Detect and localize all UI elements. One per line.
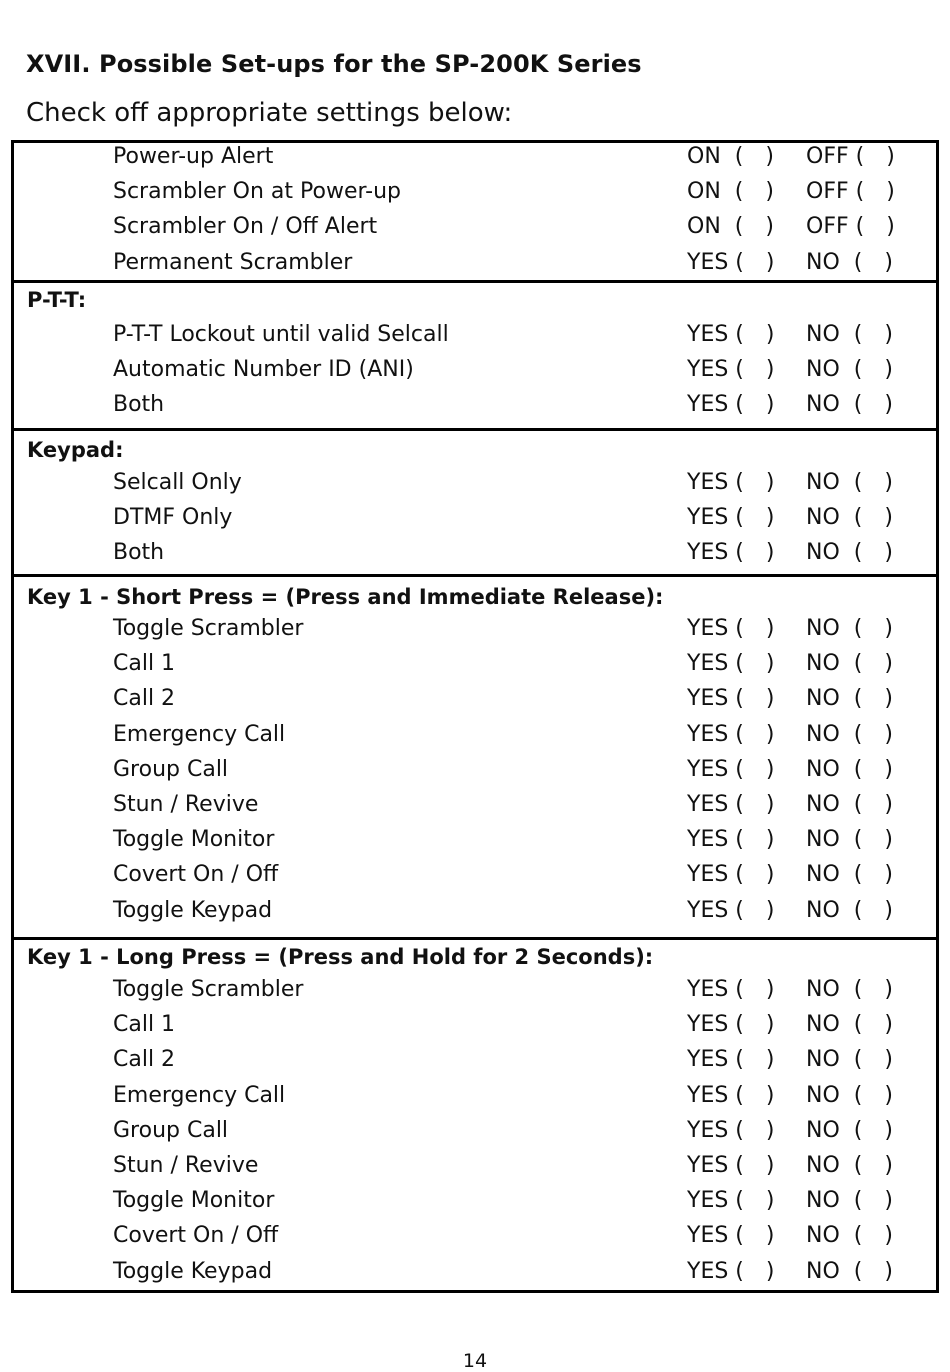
checkbox-parentheses: (: [728, 1188, 744, 1214]
setting-label: Covert On / Off: [113, 862, 279, 888]
checkbox-parentheses: (: [728, 540, 744, 566]
setting-label: Permanent Scrambler: [113, 249, 353, 275]
option-label: ON: [687, 144, 721, 169]
option-no-checkbox[interactable]: NO ( ): [806, 357, 893, 383]
option-yes-checkbox[interactable]: YES ( ): [687, 1258, 775, 1284]
setting-row: [14, 977, 936, 1012]
option-label: YES: [687, 897, 729, 923]
option-label: YES: [687, 1082, 729, 1108]
checkbox-parentheses: (: [728, 977, 744, 1002]
option-label: YES: [687, 1153, 729, 1178]
settings-section: [14, 937, 936, 1290]
checkbox-parentheses: (: [839, 1188, 863, 1214]
settings-section: [14, 143, 936, 280]
option-yes-checkbox[interactable]: YES ( ): [687, 686, 775, 712]
checkbox-parentheses: (: [839, 651, 863, 677]
option-label: ON: [687, 214, 721, 240]
option-no-checkbox[interactable]: NO ( ): [806, 977, 893, 1002]
option-yes-checkbox[interactable]: YES ( ): [687, 1082, 775, 1108]
option-yes-checkbox[interactable]: YES ( ): [687, 1012, 775, 1038]
option-label: NO: [806, 505, 840, 531]
setting-label: Emergency Call: [113, 721, 286, 747]
checkbox-parentheses: (: [720, 179, 744, 205]
option-no-checkbox[interactable]: OFF ( ): [806, 214, 895, 240]
option-no-checkbox[interactable]: NO ( ): [806, 1153, 893, 1178]
section-heading: P-T-T:: [27, 288, 87, 312]
checkbox-parentheses: (: [728, 1153, 744, 1178]
setting-row: [14, 179, 936, 214]
checkbox-parentheses: (: [839, 1258, 863, 1284]
setting-row: [14, 1083, 936, 1118]
setting-label: Stun / Revive: [113, 1153, 259, 1178]
option-label: YES: [687, 322, 729, 347]
checkbox-parentheses: (: [848, 214, 865, 240]
checkbox-parentheses: (: [839, 249, 863, 275]
option-label: NO: [806, 977, 840, 1002]
instructions: Check off appropriate settings below:: [26, 98, 513, 128]
option-label: NO: [806, 686, 840, 712]
page-number: 14: [462, 1350, 488, 1372]
option-no-checkbox[interactable]: NO ( ): [806, 1117, 893, 1143]
setting-row: [14, 722, 936, 757]
option-yes-checkbox[interactable]: YES ( ): [687, 1047, 775, 1073]
option-label: YES: [687, 1258, 729, 1284]
option-label: NO: [806, 616, 840, 641]
checkbox-parentheses: (: [839, 897, 863, 923]
option-label: NO: [806, 1188, 840, 1214]
option-label: YES: [687, 540, 729, 566]
option-no-checkbox[interactable]: NO ( ): [806, 249, 893, 275]
option-no-checkbox[interactable]: NO ( ): [806, 1258, 893, 1284]
setting-label: Call 2: [113, 686, 176, 712]
option-label: NO: [806, 897, 840, 923]
option-no-checkbox[interactable]: NO ( ): [806, 756, 893, 782]
checkbox-parentheses: (: [728, 1082, 744, 1108]
checkbox-parentheses: (: [839, 862, 863, 888]
option-label: NO: [806, 470, 840, 495]
option-label: NO: [806, 862, 840, 888]
option-yes-checkbox[interactable]: YES ( ): [687, 721, 775, 747]
checkbox-parentheses: (: [728, 1047, 744, 1073]
option-no-checkbox[interactable]: NO ( ): [806, 792, 893, 817]
section-heading: Key 1 - Short Press = (Press and Immediate Release):: [27, 585, 664, 609]
option-yes-checkbox[interactable]: YES ( ): [687, 827, 775, 853]
setting-label: DTMF Only: [113, 505, 233, 531]
option-no-checkbox[interactable]: NO ( ): [806, 1082, 893, 1108]
option-label: NO: [806, 540, 840, 566]
option-label: YES: [687, 827, 729, 853]
checkbox-parentheses: (: [728, 792, 744, 817]
setting-label: Both: [113, 392, 165, 418]
setting-row: [14, 357, 936, 392]
option-yes-checkbox[interactable]: YES ( ): [687, 792, 775, 817]
checkbox-parentheses: (: [728, 505, 744, 531]
option-label: NO: [806, 1012, 840, 1038]
option-yes-checkbox[interactable]: YES ( ): [687, 977, 775, 1002]
option-no-checkbox[interactable]: NO ( ): [806, 540, 893, 566]
option-no-checkbox[interactable]: NO ( ): [806, 827, 893, 853]
settings-section: [14, 428, 936, 574]
checkbox-parentheses: (: [728, 357, 744, 383]
option-label: YES: [687, 1012, 729, 1038]
page-title: XVII. Possible Set-ups for the SP-200K Series: [26, 50, 642, 78]
option-label: OFF: [806, 144, 849, 169]
option-no-checkbox[interactable]: NO ( ): [806, 897, 893, 923]
option-yes-checkbox[interactable]: YES ( ): [687, 1223, 775, 1249]
option-yes-checkbox[interactable]: YES ( ): [687, 1188, 775, 1214]
setting-label: Group Call: [113, 1117, 229, 1143]
setting-label: Toggle Keypad: [113, 1258, 273, 1284]
checkbox-parentheses: (: [728, 616, 744, 641]
setting-row: [14, 1118, 936, 1153]
option-yes-checkbox[interactable]: YES ( ): [687, 249, 775, 275]
setting-label: Call 2: [113, 1047, 176, 1073]
setting-label: Emergency Call: [113, 1082, 286, 1108]
option-yes-checkbox[interactable]: ON ( ): [687, 144, 774, 169]
option-no-checkbox[interactable]: OFF ( ): [806, 179, 895, 205]
option-yes-checkbox[interactable]: YES ( ): [687, 756, 775, 782]
option-label: NO: [806, 249, 840, 275]
checkbox-parentheses: (: [839, 616, 863, 641]
option-label: YES: [687, 470, 729, 495]
setting-row: [14, 792, 936, 827]
setting-label: Selcall Only: [113, 470, 242, 495]
option-no-checkbox[interactable]: NO ( ): [806, 721, 893, 747]
setting-row: [14, 862, 936, 897]
checkbox-parentheses: (: [839, 721, 863, 747]
option-label: YES: [687, 977, 729, 1002]
checkbox-parentheses: (: [839, 1223, 863, 1249]
option-yes-checkbox[interactable]: YES ( ): [687, 1153, 775, 1178]
setting-row: [14, 757, 936, 792]
option-label: NO: [806, 1223, 840, 1249]
checkbox-parentheses: (: [728, 1258, 744, 1284]
option-no-checkbox[interactable]: NO ( ): [806, 392, 893, 418]
setting-row: [14, 1259, 936, 1294]
option-no-checkbox[interactable]: NO ( ): [806, 686, 893, 712]
option-yes-checkbox[interactable]: YES ( ): [687, 470, 775, 495]
setting-label: Automatic Number ID (ANI): [113, 357, 414, 383]
checkbox-parentheses: (: [728, 651, 744, 677]
option-no-checkbox[interactable]: NO ( ): [806, 651, 893, 677]
option-no-checkbox[interactable]: NO ( ): [806, 1012, 893, 1038]
setting-row: [14, 505, 936, 540]
settings-section: [14, 574, 936, 937]
checkbox-parentheses: (: [728, 686, 744, 712]
setting-label: Toggle Keypad: [113, 897, 273, 923]
checkbox-parentheses: (: [839, 792, 863, 817]
setting-label: Power-up Alert: [113, 144, 274, 169]
setting-row: [14, 392, 936, 427]
setting-row: [14, 470, 936, 505]
checkbox-parentheses: (: [839, 1153, 863, 1178]
option-no-checkbox[interactable]: NO ( ): [806, 616, 893, 641]
checkbox-parentheses: (: [839, 392, 863, 418]
option-yes-checkbox[interactable]: YES ( ): [687, 392, 775, 418]
checkbox-parentheses: (: [848, 144, 865, 169]
option-label: YES: [687, 756, 729, 782]
settings-section: [14, 280, 936, 428]
checkbox-parentheses: (: [728, 827, 744, 853]
checkbox-parentheses: (: [728, 1117, 744, 1143]
checkbox-parentheses: (: [720, 144, 744, 169]
setting-label: Toggle Monitor: [113, 827, 275, 853]
option-yes-checkbox[interactable]: ON ( ): [687, 179, 774, 205]
checkbox-parentheses: (: [839, 1082, 863, 1108]
setting-row: [14, 322, 936, 357]
option-label: ON: [687, 179, 721, 205]
option-label: NO: [806, 1153, 840, 1178]
setting-row: [14, 898, 936, 933]
checkbox-parentheses: (: [728, 1012, 744, 1038]
option-yes-checkbox[interactable]: YES ( ): [687, 322, 775, 347]
checkbox-parentheses: (: [728, 322, 744, 347]
checkbox-parentheses: (: [839, 1117, 863, 1143]
option-label: NO: [806, 756, 840, 782]
checkbox-parentheses: (: [720, 214, 744, 240]
option-yes-checkbox[interactable]: YES ( ): [687, 357, 775, 383]
option-label: YES: [687, 616, 729, 641]
option-label: YES: [687, 1223, 729, 1249]
checkbox-parentheses: (: [839, 1012, 863, 1038]
setting-row: [14, 1188, 936, 1223]
option-label: NO: [806, 1047, 840, 1073]
option-yes-checkbox[interactable]: YES ( ): [687, 897, 775, 923]
option-label: OFF: [806, 179, 849, 205]
option-yes-checkbox[interactable]: ON ( ): [687, 214, 774, 240]
option-no-checkbox[interactable]: NO ( ): [806, 1188, 893, 1214]
setting-label: Covert On / Off: [113, 1223, 279, 1249]
checkbox-parentheses: (: [839, 1047, 863, 1073]
checkbox-parentheses: (: [728, 249, 744, 275]
option-label: YES: [687, 505, 729, 531]
option-label: YES: [687, 392, 729, 418]
checkbox-parentheses: (: [839, 505, 863, 531]
option-label: YES: [687, 862, 729, 888]
option-yes-checkbox[interactable]: YES ( ): [687, 505, 775, 531]
setting-label: P-T-T Lockout until valid Selcall: [113, 322, 449, 347]
checkbox-parentheses: (: [728, 721, 744, 747]
option-no-checkbox[interactable]: NO ( ): [806, 322, 893, 347]
checkbox-parentheses: (: [839, 977, 863, 1002]
setting-row: [14, 1153, 936, 1188]
option-label: YES: [687, 1047, 729, 1073]
option-no-checkbox[interactable]: NO ( ): [806, 470, 893, 495]
section-heading: Keypad:: [27, 438, 124, 462]
checkbox-parentheses: (: [728, 756, 744, 782]
checkbox-parentheses: (: [728, 862, 744, 888]
setting-row: [14, 214, 936, 249]
setting-label: Toggle Scrambler: [113, 977, 304, 1002]
setting-label: Toggle Scrambler: [113, 616, 304, 641]
option-label: YES: [687, 686, 729, 712]
option-label: NO: [806, 827, 840, 853]
option-yes-checkbox[interactable]: YES ( ): [687, 862, 775, 888]
settings-checklist: [11, 140, 939, 1293]
option-label: NO: [806, 1082, 840, 1108]
checkbox-parentheses: (: [728, 1223, 744, 1249]
setting-label: Stun / Revive: [113, 792, 259, 817]
option-label: YES: [687, 357, 729, 383]
option-label: NO: [806, 357, 840, 383]
setting-row: [14, 1223, 936, 1258]
option-label: YES: [687, 249, 729, 275]
option-label: NO: [806, 792, 840, 817]
checkbox-parentheses: (: [728, 897, 744, 923]
option-yes-checkbox[interactable]: YES ( ): [687, 1117, 775, 1143]
checkbox-parentheses: (: [728, 392, 744, 418]
setting-label: Scrambler On at Power-up: [113, 179, 401, 205]
option-no-checkbox[interactable]: NO ( ): [806, 505, 893, 531]
option-label: YES: [687, 651, 729, 677]
option-yes-checkbox[interactable]: YES ( ): [687, 616, 775, 641]
setting-row: [14, 827, 936, 862]
checkbox-parentheses: (: [839, 756, 863, 782]
setting-label: Scrambler On / Off Alert: [113, 214, 378, 240]
setting-row: [14, 540, 936, 575]
option-no-checkbox[interactable]: NO ( ): [806, 1047, 893, 1073]
option-yes-checkbox[interactable]: YES ( ): [687, 540, 775, 566]
setting-label: Call 1: [113, 1012, 176, 1038]
checkbox-parentheses: (: [839, 540, 863, 566]
option-label: YES: [687, 721, 729, 747]
setting-row: [14, 651, 936, 686]
option-yes-checkbox[interactable]: YES ( ): [687, 651, 775, 677]
checkbox-parentheses: (: [839, 322, 863, 347]
option-label: NO: [806, 651, 840, 677]
option-label: YES: [687, 1188, 729, 1214]
option-label: NO: [806, 721, 840, 747]
setting-row: [14, 686, 936, 721]
setting-row: [14, 1047, 936, 1082]
setting-row: [14, 1012, 936, 1047]
option-label: YES: [687, 792, 729, 817]
option-label: OFF: [806, 214, 849, 240]
option-label: NO: [806, 392, 840, 418]
checkbox-parentheses: (: [839, 686, 863, 712]
setting-label: Group Call: [113, 756, 229, 782]
option-label: NO: [806, 1117, 840, 1143]
option-no-checkbox[interactable]: NO ( ): [806, 1223, 893, 1249]
setting-row: [14, 616, 936, 651]
setting-label: Both: [113, 540, 165, 566]
setting-row: [14, 144, 936, 179]
checkbox-parentheses: (: [839, 470, 863, 495]
option-no-checkbox[interactable]: NO ( ): [806, 862, 893, 888]
section-heading: Key 1 - Long Press = (Press and Hold for 2 Seconds):: [27, 945, 654, 969]
checkbox-parentheses: (: [728, 470, 744, 495]
option-no-checkbox[interactable]: OFF ( ): [806, 144, 895, 169]
setting-label: Call 1: [113, 651, 176, 677]
checkbox-parentheses: (: [848, 179, 865, 205]
option-label: NO: [806, 322, 840, 347]
option-label: NO: [806, 1258, 840, 1284]
checkbox-parentheses: (: [839, 357, 863, 383]
setting-label: Toggle Monitor: [113, 1188, 275, 1214]
option-label: YES: [687, 1117, 729, 1143]
checkbox-parentheses: (: [839, 827, 863, 853]
